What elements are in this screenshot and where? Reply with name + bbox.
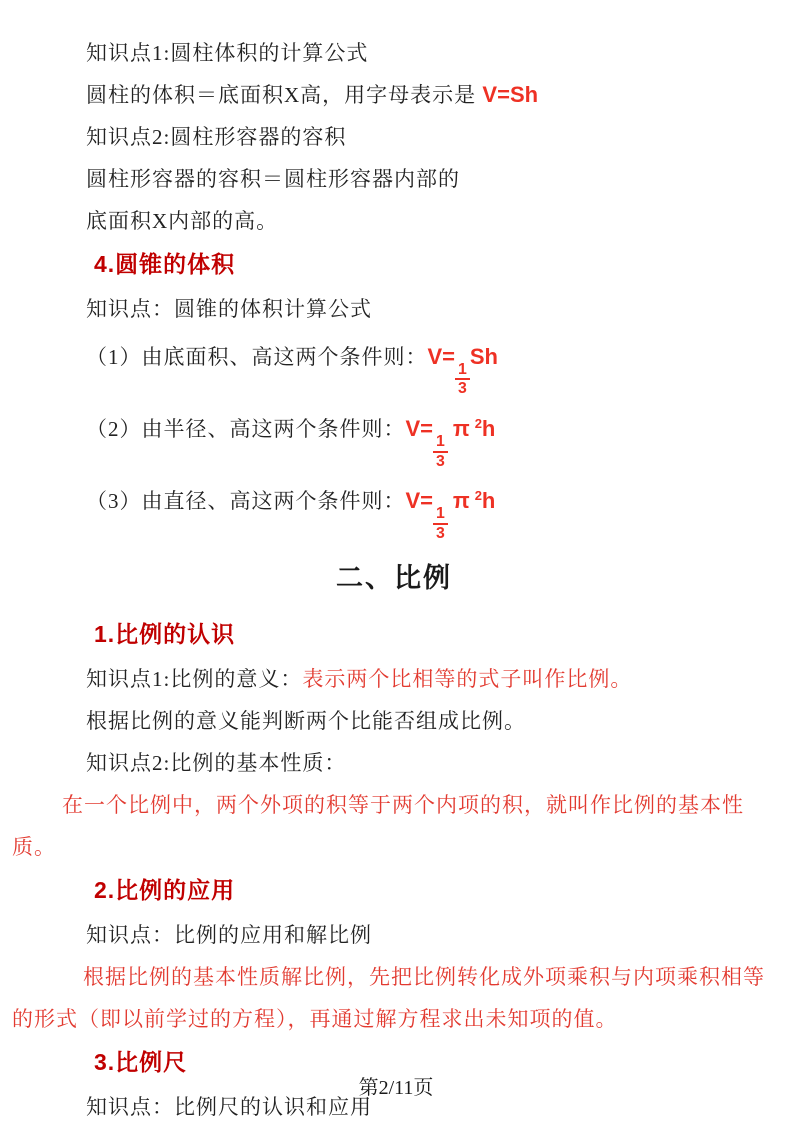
basic-property-line2: 质。 [12, 835, 56, 860]
fraction [433, 434, 448, 470]
proportion-sub1-heading: 1.比例的认识 [94, 621, 236, 648]
cone-kp-line: 知识点：圆锥的体积计算公式 [86, 297, 372, 321]
solve-proportion-line2: 的形式（即以前学过的方程），再通过解方程求出未知项的值。 [12, 1007, 618, 1032]
cone-case-1 [12, 338, 776, 398]
formula-tail: h [481, 416, 496, 442]
solve-proportion-line1: 根据比例的基本性质解比例，先把比例转化成外项乘积与内项乘积相等 [83, 965, 765, 990]
cylinder-volume-text: 圆柱的体积＝底面积X高，用字母表示是 [86, 83, 483, 107]
proportion-kp1-line [12, 666, 776, 692]
fraction-denominator: 3 [458, 380, 467, 398]
page-footer: 第2/11页 [358, 1077, 434, 1099]
cone-case-2-formula [405, 415, 496, 470]
formula-pi: π [452, 416, 470, 442]
cone-case-3-label: （3）由直径、高这两个条件则： [86, 489, 406, 514]
cylinder-capacity-line2: 底面积X内部的高。 [86, 209, 279, 233]
cone-heading: 4.圆锥的体积 [94, 251, 236, 277]
cylinder-volume-formula: V=Sh [482, 82, 539, 107]
section-proportion [12, 562, 776, 1120]
cylinder-volume-line [12, 82, 776, 108]
cone-case-1-label: （1）由底面积、高这两个条件则： [86, 345, 428, 369]
fraction-numerator: 1 [433, 434, 448, 453]
cylinder-capacity-line1: 圆柱形容器的容积＝圆柱形容器内部的 [86, 167, 460, 191]
fraction-numerator: 1 [455, 362, 470, 381]
cone-case-3 [12, 482, 776, 542]
formula-exponent: 2 [474, 487, 482, 503]
section-cylinder [12, 40, 776, 234]
formula-pre: V= [405, 416, 434, 442]
proportion-kp1-definition: 表示两个比相等的式子叫作比例。 [302, 667, 633, 692]
section-cone [12, 250, 776, 542]
proportion-kp1-label: 知识点1:比例的意义： [86, 667, 303, 692]
fraction [455, 362, 470, 398]
proportion-kp2-line: 知识点2:比例的基本性质： [86, 751, 347, 776]
formula-pre: V= [427, 344, 456, 369]
formula-tail: Sh [469, 344, 498, 369]
proportion-sub2-heading: 2.比例的应用 [94, 877, 236, 904]
cylinder-kp1-line: 知识点1:圆柱体积的计算公式 [86, 41, 369, 65]
scale-kp-line: 知识点：比例尺的认识和应用 [86, 1095, 372, 1120]
cone-case-1-formula [427, 344, 498, 398]
section-title: 二、比例 [336, 563, 452, 594]
formula-exponent: 2 [474, 415, 482, 431]
application-kp-line: 知识点：比例的应用和解比例 [86, 923, 372, 948]
cone-case-2 [12, 410, 776, 470]
formula-pi: π [452, 488, 470, 514]
proportion-sub3-heading: 3.比例尺 [94, 1049, 188, 1076]
formula-pre: V= [405, 488, 434, 514]
fraction [433, 506, 448, 542]
cylinder-kp2-line: 知识点2:圆柱形容器的容积 [86, 125, 347, 149]
fraction-denominator: 3 [436, 524, 445, 542]
formula-tail: h [481, 488, 496, 514]
proportion-judge-line: 根据比例的意义能判断两个比能否组成比例。 [86, 709, 526, 734]
fraction-numerator: 1 [433, 506, 448, 525]
basic-property-line1: 在一个比例中，两个外项的积等于两个内项的积，就叫作比例的基本性 [62, 793, 744, 818]
cone-case-2-label: （2）由半径、高这两个条件则： [86, 417, 406, 442]
fraction-denominator: 3 [436, 452, 445, 470]
cone-case-3-formula [405, 487, 496, 542]
